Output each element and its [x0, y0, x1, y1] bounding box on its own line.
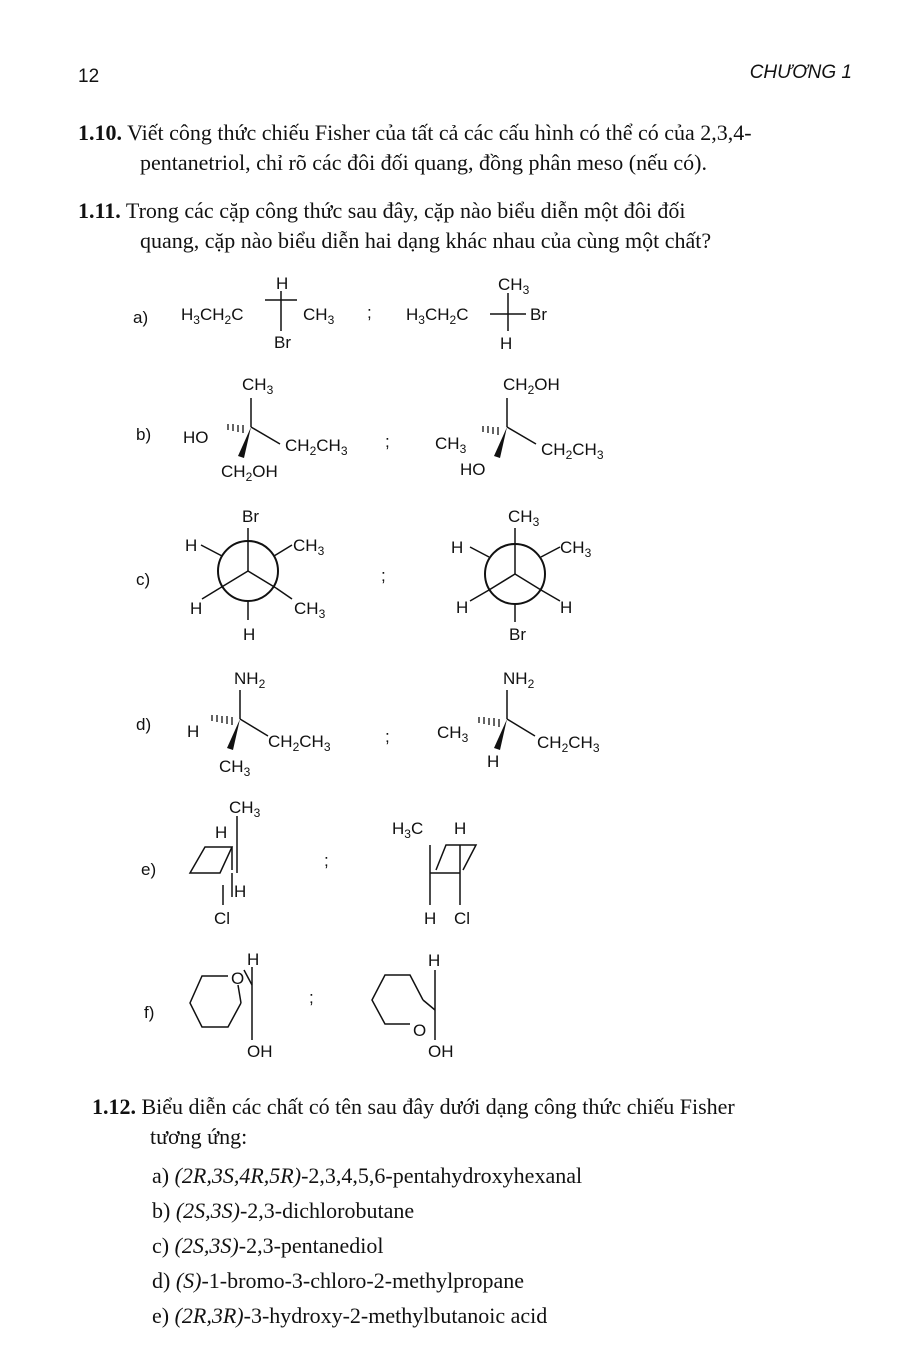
substituent: H — [185, 536, 198, 555]
separator: ; — [381, 566, 386, 585]
page-number: 12 — [78, 66, 100, 87]
list-item: e) (2R,3R)-3-hydroxy-2-methylbutanoic acid — [152, 1303, 548, 1328]
substituent: H — [428, 951, 441, 970]
question-text-line: pentanetriol, chỉ rõ các đôi đối quang, đồng phân meso (nếu có). — [140, 150, 707, 175]
cyclobutane-e-left — [190, 798, 261, 928]
wedge-structure-d-left — [187, 669, 331, 779]
substituent: $CH_2OH$ — [503, 375, 560, 397]
substituent: Br — [509, 625, 526, 644]
question-text-line: Viết công thức chiếu Fisher của tất cả các cấu hình có thể có của 2,3,4- — [127, 120, 752, 145]
newman-projection-c-right — [451, 507, 592, 644]
newman-projection-c-left — [185, 507, 326, 644]
substituent: $H_3CH_2C$ — [406, 305, 469, 327]
label-b: b) — [136, 425, 152, 444]
chapter-title: CHƯƠNG 1 — [749, 62, 852, 83]
tetrahydropyran-f-right — [372, 951, 454, 1061]
substituent: $CH_3$ — [229, 798, 261, 820]
substituent: H — [276, 274, 289, 293]
substituent: Cl — [214, 909, 231, 928]
substituent: Br — [274, 333, 291, 352]
compound-list — [152, 1158, 872, 1333]
substituent: $CH_3$ — [242, 375, 274, 397]
substituent: $CH_2CH_3$ — [537, 733, 600, 755]
wedge-structure-b-left — [183, 375, 348, 484]
substituent: $CH_2CH_3$ — [285, 436, 348, 458]
substituent: $CH_3$ — [435, 434, 467, 456]
substituent: H — [424, 909, 437, 928]
list-item: b) (2S,3S)-2,3-dichlorobutane — [152, 1198, 415, 1223]
tetrahydropyran-f-left — [190, 950, 273, 1061]
substituent: $CH_3$ — [293, 536, 325, 558]
separator: ; — [385, 727, 390, 746]
substituent: H — [451, 538, 464, 557]
substituent: H — [560, 598, 573, 617]
label-d: d) — [136, 715, 152, 734]
substituent: HO — [460, 460, 486, 479]
substituent: $CH_3$ — [437, 723, 469, 745]
substituent: HO — [183, 428, 209, 447]
question-number: 1.12. — [92, 1094, 136, 1119]
substituent: H — [456, 598, 469, 617]
substituent: H — [187, 722, 200, 741]
fischer-projection-a-right — [406, 275, 547, 353]
separator: ; — [324, 851, 329, 870]
question-text-line: Biểu diễn các chất có tên sau đây dưới dạng công thức chiếu Fisher — [141, 1094, 735, 1119]
label-e: e) — [141, 860, 157, 879]
substituent: H — [190, 599, 203, 618]
label-c: c) — [136, 570, 151, 589]
question-number: 1.11. — [78, 198, 121, 223]
substituent: $NH_2$ — [234, 669, 266, 691]
substituent: Cl — [454, 909, 471, 928]
substituent: H — [247, 950, 260, 969]
substituent: H — [234, 882, 247, 901]
substituent: $NH_2$ — [503, 669, 535, 691]
substituent: H — [500, 334, 513, 353]
substituent: H — [243, 625, 256, 644]
question-1-12 — [92, 1092, 872, 1152]
ring-oxygen: O — [231, 969, 245, 988]
list-item: d) (S)-1-bromo-3-chloro-2-methylpropane — [152, 1268, 525, 1293]
substituent: OH — [428, 1042, 454, 1061]
list-item: c) (2S,3S)-2,3-pentanediol — [152, 1233, 384, 1258]
substituent: $CH_3$ — [219, 757, 251, 779]
substituent: H — [454, 819, 467, 838]
substituent: $CH_2CH_3$ — [541, 440, 604, 462]
list-item: a) (2R,3S,4R,5R)-2,3,4,5,6-pentahydroxyhexanal — [152, 1163, 583, 1188]
substituent: $CH_3$ — [508, 507, 540, 529]
substituent: $CH_3$ — [294, 599, 326, 621]
question-text-line: quang, cặp nào biểu diễn hai dạng khác nhau của cùng một chất? — [140, 228, 712, 253]
cyclobutane-e-right — [392, 819, 476, 928]
ring-oxygen: O — [413, 1021, 427, 1040]
question-number: 1.10. — [78, 120, 122, 145]
question-text-line: tương ứng: — [150, 1124, 248, 1149]
fischer-projection-a-left — [181, 274, 335, 352]
substituent: $H_3CH_2C$ — [181, 305, 244, 327]
substituent: $CH_2OH$ — [221, 462, 278, 484]
question-text-line: Trong các cặp công thức sau đây, cặp nào biểu diễn một đôi đối — [125, 198, 686, 223]
separator: ; — [367, 303, 372, 322]
substituent: H — [215, 823, 228, 842]
substituent: Br — [242, 507, 259, 526]
substituent: $CH_3$ — [560, 538, 592, 560]
wedge-structure-b-right — [435, 375, 604, 479]
substituent: $CH_2CH_3$ — [268, 732, 331, 754]
label-a: a) — [133, 308, 149, 327]
substituent: H — [487, 752, 500, 771]
substituent: $H_3C$ — [392, 819, 424, 841]
substituent: $CH_3$ — [303, 305, 335, 327]
wedge-structure-d-right — [437, 669, 600, 771]
separator: ; — [309, 988, 314, 1007]
substituent: $CH_3$ — [498, 275, 530, 297]
label-f: f) — [144, 1003, 155, 1022]
substituent: OH — [247, 1042, 273, 1061]
substituent: Br — [530, 305, 547, 324]
separator: ; — [385, 432, 390, 451]
